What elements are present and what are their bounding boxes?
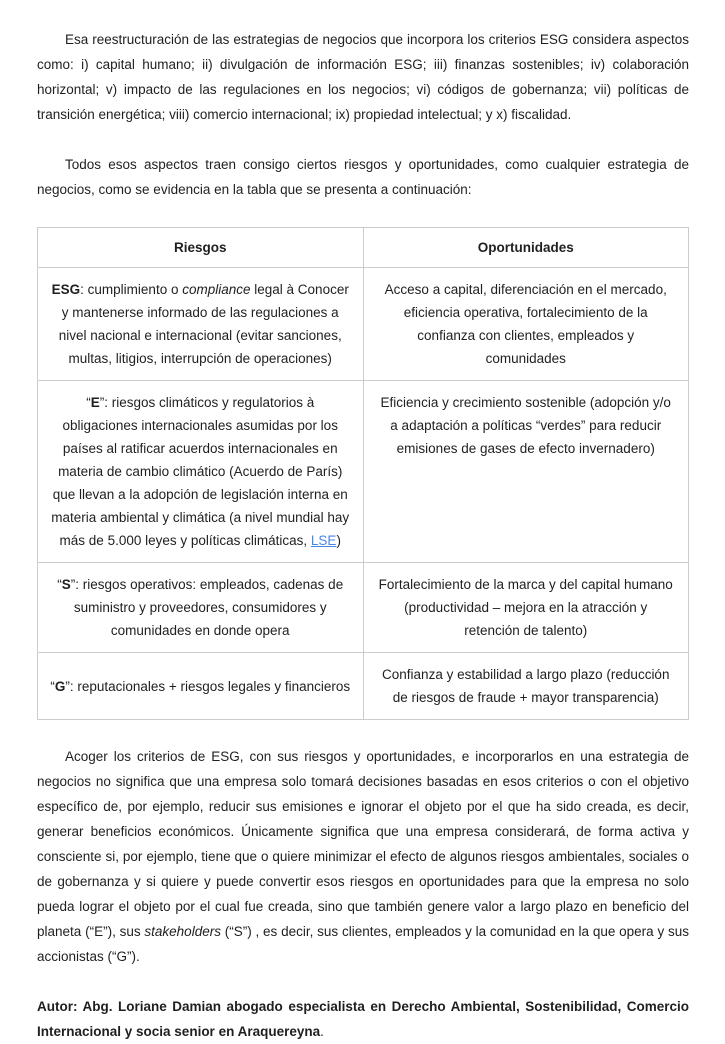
- risks-opportunities-table: [37, 227, 689, 720]
- opportunity-cell-e: Eficiencia y crecimiento sostenible (adopción y/o a adaptación a políticas “verdes” para reducir emisiones de gases de efecto invernadero): [363, 381, 689, 563]
- compliance-italic: compliance: [182, 282, 251, 297]
- opportunity-cell-s: Fortalecimiento de la marca y del capital humano (productividad – mejora en la atracción y retención de talento): [363, 563, 689, 653]
- column-header-oportunidades: Oportunidades: [363, 228, 689, 268]
- paragraph-acoger-criterios: [37, 744, 689, 969]
- author-bold-text: Autor: Abg. Loriane Damian abogado especialista en Derecho Ambiental, Sostenibilidad, Comercio Internacional y socia senior en Araquereyna: [37, 999, 689, 1039]
- risk-text-segment: “: [86, 395, 91, 410]
- esg-label: ESG: [51, 282, 81, 297]
- paragraph-text-segment: (“S”) , es decir, sus clientes, empleados y la comunidad en la que opera y sus accionistas (“G”).: [37, 924, 690, 964]
- table-row-g: [38, 653, 689, 720]
- table-header-row: [38, 228, 689, 268]
- column-header-riesgos: Riesgos: [38, 228, 364, 268]
- lse-link[interactable]: LSE: [310, 533, 337, 548]
- risk-cell-s: [38, 563, 364, 653]
- paragraph-table-intro: Todos esos aspectos traen consigo ciertos riesgos y oportunidades, como cualquier estrategia de negocios, como se evidencia en la tabla que se presenta a continuación:: [37, 157, 689, 197]
- risk-text-segment: ): [336, 533, 341, 548]
- risk-cell-g: [38, 653, 364, 720]
- paragraph-text-segment: Acoger los criterios de ESG, con sus riesgos y oportunidades, e incorporarlos en una estrategia de negocios no significa que una empresa solo tomará decisiones basadas en esos criterios o con el objetivo específico de, por ejemplo, reducir sus emisiones e ignorar el objeto por el que ha sido creada, es decir, generar beneficios económicos. Únicamente significa que una empresa considerará, de forma activa y consciente si, por ejemplo, tiene que o quiere minimizar el efecto de algunos riesgos ambientales, sociales o de gobernanza y si quiere y puede convertir esos riesgos en oportunidades para que la empresa no solo pueda lograr el objeto por el cual fue creada, sino que también genere valor a largo plazo en beneficio del planeta (“E”), sus: [37, 749, 689, 939]
- table-row-esg: [38, 268, 689, 381]
- e-label: E: [90, 395, 100, 410]
- table-row-e: [38, 381, 689, 563]
- g-label: G: [54, 678, 66, 694]
- risk-text-segment: legal à Conocer y mantenerse informado de las regulaciones a nivel nacional e internacional (evitar sanciones, multas, litigios, interrupción de operaciones): [58, 282, 349, 366]
- risk-text-segment: “: [57, 577, 62, 592]
- risk-text-segment: ”: riesgos operativos: empleados, cadenas de suministro y proveedores, consumidores y comunidades en donde opera: [70, 577, 344, 638]
- s-label: S: [61, 577, 71, 592]
- table-row-s: [38, 563, 689, 653]
- risk-text-segment: : cumplimiento o: [80, 282, 183, 297]
- opportunity-cell-g: Confianza y estabilidad a largo plazo (reducción de riesgos de fraude + mayor transparencia): [363, 653, 689, 720]
- risk-text-segment: “: [50, 678, 55, 694]
- risk-cell-e: [38, 381, 364, 563]
- risk-text-segment: ”: reputacionales + riesgos legales y financieros: [65, 678, 351, 694]
- opportunity-cell-esg: Acceso a capital, diferenciación en el mercado, eficiencia operativa, fortalecimiento de la confianza con clientes, empleados y comunidades: [363, 268, 689, 381]
- author-attribution: [37, 994, 689, 1044]
- risk-cell-esg: [38, 268, 364, 381]
- paragraph-esg-aspects: Esa reestructuración de las estrategias de negocios que incorpora los criterios ESG considera aspectos como: i) capital humano; ii) divulgación de información ESG; iii) finanzas sostenibles; iv) colaboración horizontal; v) impacto de las regulaciones en los negocios; vi) códigos de gobernanza; vii) políticas de transición energética; viii) comercio internacional; ix) propiedad intelectual; y x) fiscalidad.: [37, 32, 689, 122]
- author-period: .: [320, 1024, 324, 1039]
- stakeholders-italic: stakeholders: [144, 924, 221, 939]
- risk-text-segment: ”: riesgos climáticos y regulatorios à obligaciones internacionales asumidas por los países al ratificar acuerdos internacionales en materia de cambio climático (Acuerdo de París) que llevan a la adopción de legislación interna en materia ambiental y climática (a nivel mundial hay más de 5.000 leyes y políticas climáticas,: [51, 395, 350, 548]
